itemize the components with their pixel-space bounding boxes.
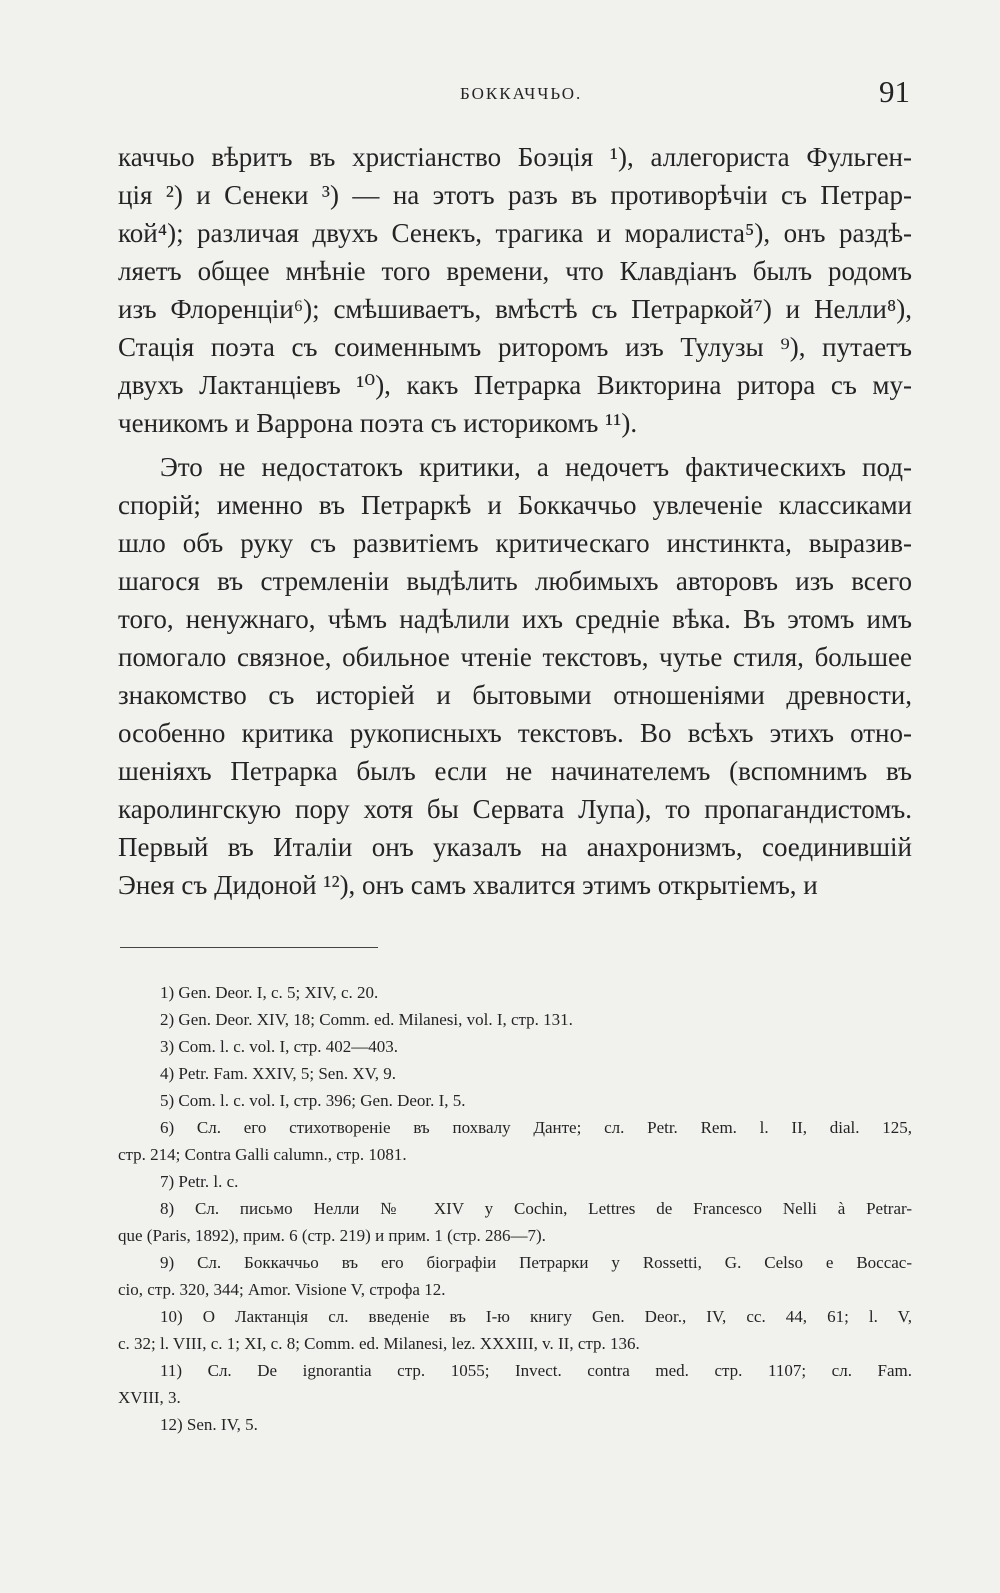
text-line: изъ Флоренціи⁶); смѣшиваетъ, вмѣстѣ съ Петраркой⁷) и Нелли⁸), (118, 294, 912, 324)
text-line: ченикомъ и Варрона поэта съ историкомъ ¹¹). (118, 408, 638, 438)
text-line: того, ненужнаго, чѣмъ надѣлили ихъ средніе вѣка. Въ этомъ имъ (118, 604, 912, 634)
footnote (118, 979, 912, 1006)
text-line: шагося въ стремленіи выдѣлить любимыхъ авторовъ изъ всего (118, 566, 912, 596)
paragraph (118, 448, 912, 904)
footnote-line: 4) Petr. Fam. XXIV, 5; Sen. XV, 9. (160, 1064, 396, 1083)
footnote-line: 9) Сл. Боккаччьо въ его біографіи Петрарки у Rossetti, G. Celso e Boccac- (160, 1253, 912, 1272)
footnote-line: 10) О Лактанція сл. введеніе въ I-ю книгу Gen. Deor., IV, cc. 44, 61; l. V, (160, 1307, 912, 1326)
footnote-line: que (Paris, 1892), прим. 6 (стр. 219) и прим. 1 (стр. 286—7). (118, 1226, 546, 1245)
footnote (118, 1411, 912, 1438)
text-line: двухъ Лактанціевъ ¹⁰), какъ Петрарка Викторина ритора съ му- (118, 370, 912, 400)
main-text (118, 138, 912, 904)
footnote (118, 1168, 912, 1195)
page-number: 91 (879, 74, 910, 109)
running-head (120, 74, 910, 114)
text-line: Стація поэта съ соименнымъ риторомъ изъ Тулузы ⁹), путаетъ (118, 332, 912, 362)
footnote-line: c. 32; l. VIII, c. 1; XI, c. 8; Comm. ed. Milanesi, lez. XXXIII, v. II, стр. 136. (118, 1334, 640, 1353)
text-line: ляетъ общее мнѣніе того времени, что Клавдіанъ былъ родомъ (118, 256, 912, 286)
footnote-line: 11) Сл. De ignorantia стр. 1055; Invect. contra med. стр. 1107; сл. Fam. (160, 1361, 912, 1380)
footnote (118, 1195, 912, 1249)
footnote-line: XVIII, 3. (118, 1388, 181, 1407)
footnote-line: 6) Сл. его стихотвореніе въ похвалу Данте; сл. Petr. Rem. l. II, dial. 125, (160, 1118, 912, 1137)
footnote (118, 1249, 912, 1303)
text-line: Первый въ Италіи онъ указалъ на анахронизмъ, соединившій (118, 832, 912, 862)
text-line: Энея съ Дидоной ¹²), онъ самъ хвалится этимъ открытіемъ, и (118, 870, 818, 900)
footnote-line: 3) Com. l. c. vol. I, стр. 402—403. (160, 1037, 399, 1056)
text-line: шло объ руку съ развитіемъ критическаго инстинкта, выразив- (118, 528, 912, 558)
footnote (118, 1060, 912, 1087)
footnote (118, 1033, 912, 1060)
footnote-line: 2) Gen. Deor. XIV, 18; Comm. ed. Milanesi, vol. I, стр. 131. (160, 1010, 573, 1029)
text-line: шеніяхъ Петрарка былъ если не начинателемъ (вспомнимъ въ (118, 756, 912, 786)
text-line: Это не недостатокъ критики, а недочетъ фактическихъ под- (160, 452, 912, 482)
footnotes (118, 979, 912, 1438)
footnote-line: cio, стр. 320, 344; Amor. Visione V, строфа 12. (118, 1280, 446, 1299)
footnote-line: 1) Gen. Deor. I, c. 5; XIV, c. 20. (160, 983, 379, 1002)
footnote-line: 8) Сл. письмо Нелли № XIV у Cochin, Lettres de Francesco Nelli à Petrar- (160, 1199, 912, 1218)
text-line: знакомство съ исторіей и бытовыми отношеніями древности, (118, 680, 912, 710)
text-line: спорій; именно въ Петраркѣ и Боккаччьо увлеченіе классиками (118, 490, 912, 520)
footnote-separator (120, 947, 378, 948)
footnote (118, 1114, 912, 1168)
text-line: помогало связное, обильное чтеніе текстовъ, чутье стиля, большее (118, 642, 912, 672)
footnote (118, 1357, 912, 1411)
text-line: кой⁴); различая двухъ Сенекъ, трагика и моралиста⁵), онъ раздѣ- (118, 218, 912, 248)
paragraph (118, 138, 912, 442)
footnote (118, 1087, 912, 1114)
footnote-line: 7) Petr. l. c. (160, 1172, 239, 1191)
footnote (118, 1006, 912, 1033)
text-line: особенно критика рукописныхъ текстовъ. Во всѣхъ этихъ отно- (118, 718, 912, 748)
footnote-line: 5) Com. l. c. vol. I, стр. 396; Gen. Deor. I, 5. (160, 1091, 466, 1110)
running-head-title: БОККАЧЧЬО. (460, 84, 583, 103)
text-line: ція ²) и Сенеки ³) — на этотъ разъ въ противорѣчіи съ Петрар- (118, 180, 912, 210)
footnote (118, 1303, 912, 1357)
text-line: каролингскую пору хотя бы Сервата Лупа), то пропагандистомъ. (118, 794, 912, 824)
text-line: каччьо вѣритъ въ христіанство Боэція ¹), аллегориста Фульген- (118, 142, 912, 172)
footnote-line: 12) Sen. IV, 5. (160, 1415, 258, 1434)
footnote-line: стр. 214; Contra Galli calumn., стр. 1081. (118, 1145, 407, 1164)
